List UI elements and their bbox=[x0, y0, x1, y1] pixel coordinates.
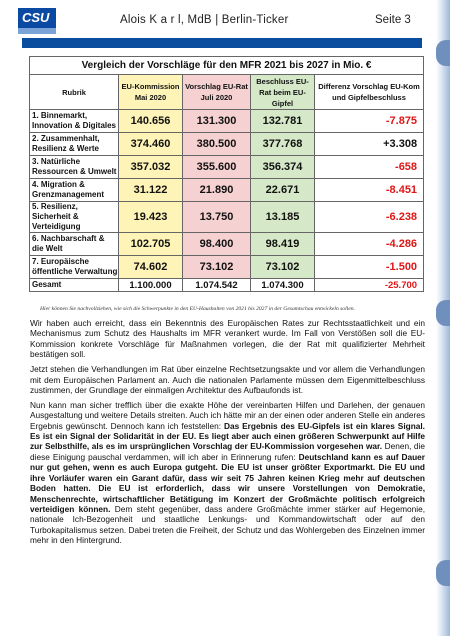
cell-rubrik: 7. Europäische öffentliche Verwaltung bbox=[30, 256, 119, 279]
col-header-differenz: Differenz Vorschlag EU-Kom und Gipfelbeschluss bbox=[315, 75, 424, 110]
table-row bbox=[30, 156, 424, 179]
page-header bbox=[0, 0, 450, 50]
cell-rubrik: 6. Nachbarschaft & die Welt bbox=[30, 233, 119, 256]
table-header-row bbox=[30, 75, 424, 110]
bold-text: Deutschland kann es auf Dauer nur gut gehen, wenn es auch Europa gutgeht. Die EU ist unser größter Exportmarkt. Die EU und ihre Vorläufer waren ein Garant dafür, dass wir seit 75 Jahren keinen Krieg mehr auf deutschen Boden hatten. Die EU ist erforderlich, dass wir unsere Vorstellungen von Demokratie, Menschenrechte, wirtschaftlicher Betätigung im Konzert der Großmächte politisch erfolgreich verteidigen können. bbox=[30, 451, 425, 514]
table-row bbox=[30, 110, 424, 133]
paragraph: Wir haben auch erreicht, dass ein Bekenntnis des Europäischen Rates zur Rechtsstaatlichkeit und ein Mechanismus zum Schutz des Haushalts im MFR verankert wurde. Im Fall von Verstößen soll die EU-Kommission konkrete Vorschläge für Maßnahmen vorlegen, die der Rat mit qualifizierter Mehrheit bestätigen soll. bbox=[30, 318, 425, 360]
cell-eu-rat: 13.750 bbox=[183, 202, 251, 233]
cell-rubrik: 5. Resilienz, Sicherheit & Verteidigung bbox=[30, 202, 119, 233]
page-number: Seite 3 bbox=[375, 14, 411, 26]
table-row bbox=[30, 202, 424, 233]
cell-eu-gipfel: 377.768 bbox=[251, 133, 315, 156]
header-title: Alois K a r l, MdB | Berlin-Ticker bbox=[120, 14, 289, 26]
csu-logo bbox=[18, 8, 56, 34]
table-row bbox=[30, 233, 424, 256]
cell-total-differenz: -25.700 bbox=[315, 279, 424, 292]
cell-total-eu-kommission: 1.100.000 bbox=[119, 279, 183, 292]
table-row bbox=[30, 256, 424, 279]
cell-differenz: -1.500 bbox=[315, 256, 424, 279]
col-header-rubrik: Rubrik bbox=[30, 75, 119, 110]
col-header-eu-kommission: EU-Kommission Mai 2020 bbox=[119, 75, 183, 110]
comparison-table bbox=[29, 56, 424, 292]
cell-eu-gipfel: 98.419 bbox=[251, 233, 315, 256]
cell-total-label: Gesamt bbox=[30, 279, 119, 292]
article-body bbox=[30, 318, 425, 550]
cell-eu-gipfel: 13.185 bbox=[251, 202, 315, 233]
cell-eu-kommission: 357.032 bbox=[119, 156, 183, 179]
cell-eu-kommission: 102.705 bbox=[119, 233, 183, 256]
cell-eu-kommission: 140.656 bbox=[119, 110, 183, 133]
cell-eu-kommission: 374.460 bbox=[119, 133, 183, 156]
page-edge-decoration bbox=[436, 0, 450, 636]
cell-differenz: -6.238 bbox=[315, 202, 424, 233]
table-source-note: Hier können Sie nachvollziehen, wie sich die Schwerpunkte in den EU-Haushalten von 2021 bis 2027 in der Gesamtschau entwickeln sollen. bbox=[40, 306, 355, 312]
cell-eu-rat: 21.890 bbox=[183, 179, 251, 202]
cell-differenz: -4.286 bbox=[315, 233, 424, 256]
logo-text: CSU bbox=[22, 10, 50, 25]
table-caption: Vergleich der Vorschläge für den MFR 2021 bis 2027 in Mio. € bbox=[30, 57, 424, 75]
table-total-row bbox=[30, 279, 424, 292]
bold-text: Das Ergebnis des EU-Gipfels ist ein klares Signal. Es ist ein Signal der Solidarität in der EU. Es liegt aber auch einen größeren Schwerpunkt auf Hilfe zur Selbsthilfe, als es im ursprünglichen Vorschlag der EU-Kommission vorgesehen war. bbox=[30, 420, 425, 452]
cell-rubrik: 3. Natürliche Ressourcen & Umwelt bbox=[30, 156, 119, 179]
text-span: Denen, die diese Einigung pauschal verdammen, will ich aber in Erinnerung rufen: bbox=[30, 441, 426, 462]
cell-eu-kommission: 74.602 bbox=[119, 256, 183, 279]
table-caption-row bbox=[30, 57, 424, 75]
cell-eu-gipfel: 73.102 bbox=[251, 256, 315, 279]
cell-eu-kommission: 31.122 bbox=[119, 179, 183, 202]
cell-eu-gipfel: 132.781 bbox=[251, 110, 315, 133]
logo-box bbox=[18, 8, 56, 28]
logo-stripe bbox=[18, 28, 56, 34]
cell-eu-rat: 355.600 bbox=[183, 156, 251, 179]
cell-total-eu-gipfel: 1.074.300 bbox=[251, 279, 315, 292]
cell-differenz: -7.875 bbox=[315, 110, 424, 133]
table-row bbox=[30, 179, 424, 202]
cell-differenz: -8.451 bbox=[315, 179, 424, 202]
header-bar bbox=[22, 38, 422, 48]
comparison-table-wrapper bbox=[29, 56, 423, 292]
col-header-eu-rat: Vorschlag EU-Rat Juli 2020 bbox=[183, 75, 251, 110]
cell-rubrik: 4. Migration & Grenzmanagement bbox=[30, 179, 119, 202]
text-span: Dem steht gegenüber, dass andere Großmächte immer stärker auf Hegemonie, nationale Ich-Bezogenheit und staatliche Lenkungs- und Kommandowirtschaft oder auf den Turbokapitalismus setzen. Dabei treten die Freiheit, der Schutz und das Wohlergeben des Einzelnen immer mehr in den Hintergrund. bbox=[30, 503, 425, 546]
cell-eu-rat: 380.500 bbox=[183, 133, 251, 156]
cell-eu-rat: 73.102 bbox=[183, 256, 251, 279]
cell-total-eu-rat: 1.074.542 bbox=[183, 279, 251, 292]
cell-differenz: -658 bbox=[315, 156, 424, 179]
edge-wave bbox=[436, 560, 450, 586]
cell-eu-rat: 131.300 bbox=[183, 110, 251, 133]
cell-eu-kommission: 19.423 bbox=[119, 202, 183, 233]
cell-rubrik: 2. Zusammenhalt, Resilienz & Werte bbox=[30, 133, 119, 156]
cell-eu-rat: 98.400 bbox=[183, 233, 251, 256]
cell-differenz: +3.308 bbox=[315, 133, 424, 156]
edge-wave bbox=[436, 300, 450, 326]
cell-eu-gipfel: 356.374 bbox=[251, 156, 315, 179]
col-header-eu-gipfel: Beschluss EU-Rat beim EU-Gipfel bbox=[251, 75, 315, 110]
paragraph: Jetzt stehen die Verhandlungen im Rat über einzelne Rechtsetzungsakte und vor allem die Verhandlungen mit dem Europäischen Parlament an. Auch die nationalen Parlamente müssen dem Eigenmittelbeschluss zustimmen, der Grundlage der einmaligen Architektur des Aufbaufonds ist. bbox=[30, 364, 425, 395]
cell-eu-gipfel: 22.671 bbox=[251, 179, 315, 202]
paragraph bbox=[30, 400, 425, 546]
cell-rubrik: 1. Binnemarkt, Innovation & Digitales bbox=[30, 110, 119, 133]
table-row bbox=[30, 133, 424, 156]
text-span: Nun kann man sicher trefflich über die exakte Höhe der vereinbarten Hilfen und Darlehen, der genauen Ausgestaltung und weitere Details streiten. Auch ich hätte mir an der einen oder anderen Stelle ein anderes Ergebnis gewünscht. Dennoch kann ich feststellen: bbox=[30, 399, 425, 431]
